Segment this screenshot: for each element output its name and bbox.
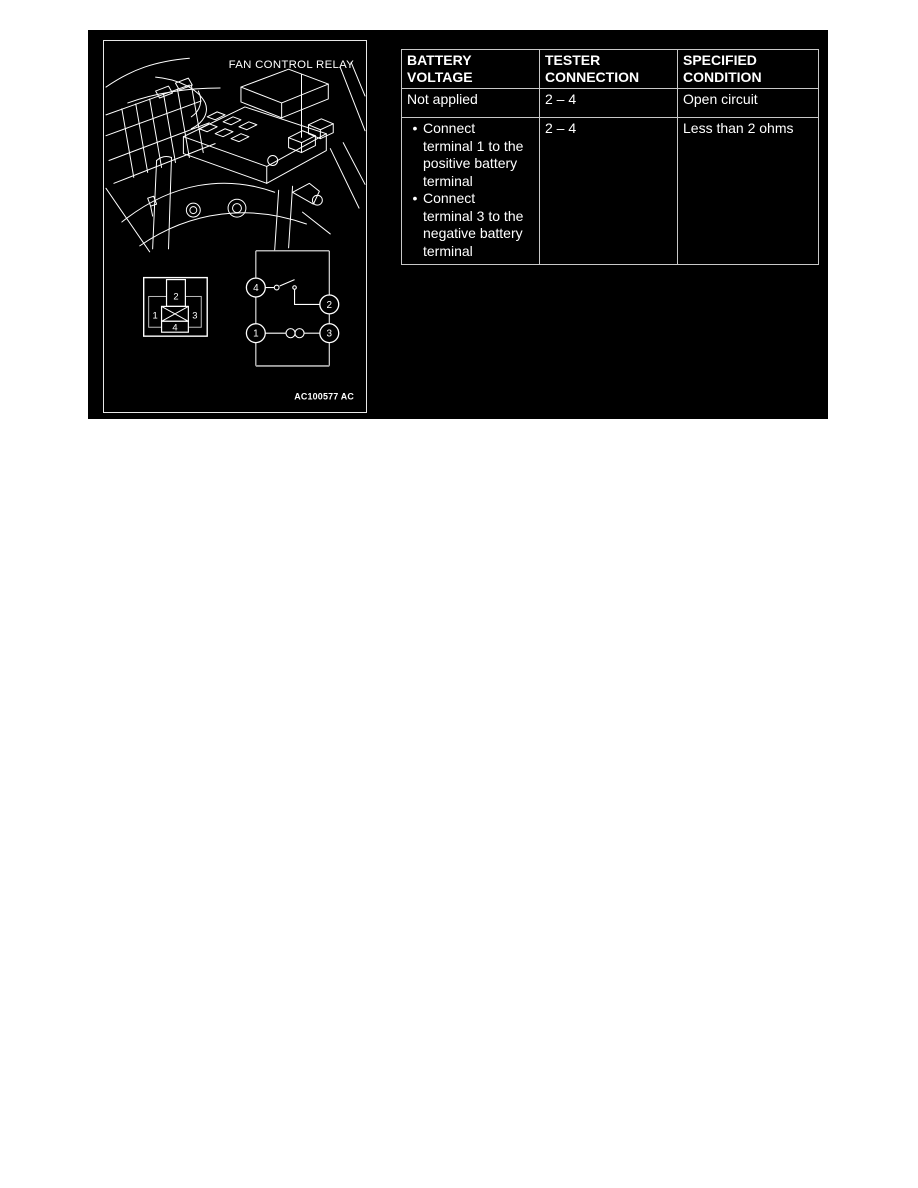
figure-code: AC100577 AC — [294, 391, 355, 402]
col-header-battery-voltage: BATTERY VOLTAGE — [402, 50, 540, 89]
coil-symbol — [265, 329, 320, 338]
terminal-label-4: 4 — [253, 283, 259, 295]
bullet-text: Connect terminal 1 to the positive battery terminal — [423, 120, 524, 189]
pin-label-1: 1 — [152, 309, 158, 321]
pin-label-2: 2 — [173, 290, 179, 302]
list-item — [407, 190, 534, 260]
table-header-row — [402, 50, 819, 89]
fan-control-relay-callout: FAN CONTROL RELAY — [228, 59, 355, 72]
bullet-text: Connect terminal 3 to the negative battery terminal — [423, 190, 524, 259]
pin-label-3: 3 — [192, 309, 198, 321]
figure-box — [103, 40, 367, 413]
battery-voltage-cell: Not applied — [402, 89, 540, 118]
table-row — [402, 118, 819, 265]
tester-connection-cell: 2 – 4 — [540, 118, 678, 265]
table-row — [402, 89, 819, 118]
battery-voltage-cell — [402, 118, 540, 265]
spec-table — [401, 49, 819, 265]
terminal-label-1: 1 — [253, 328, 259, 340]
relay-circuit-schematic — [246, 251, 338, 366]
connector-pinout-diagram — [144, 278, 208, 337]
terminal-label-2: 2 — [326, 299, 333, 311]
col-header-tester-connection: TESTER CONNECTION — [540, 50, 678, 89]
col-header-specified-condition: SPECIFIED CONDITION — [678, 50, 819, 89]
relay-figure — [104, 41, 366, 412]
specified-condition-cell: Open circuit — [678, 89, 819, 118]
bullet-icon: • — [412, 120, 418, 136]
engine-bay-illustration — [106, 58, 365, 252]
specified-condition-cell: Less than 2 ohms — [678, 118, 819, 265]
tester-connection-cell: 2 – 4 — [540, 89, 678, 118]
list-item — [407, 120, 534, 190]
figure-and-table-panel — [88, 30, 828, 419]
bullet-icon: • — [412, 190, 418, 206]
pin-label-4: 4 — [172, 321, 178, 333]
switch-symbol — [265, 280, 320, 305]
terminal-label-3: 3 — [326, 328, 333, 340]
